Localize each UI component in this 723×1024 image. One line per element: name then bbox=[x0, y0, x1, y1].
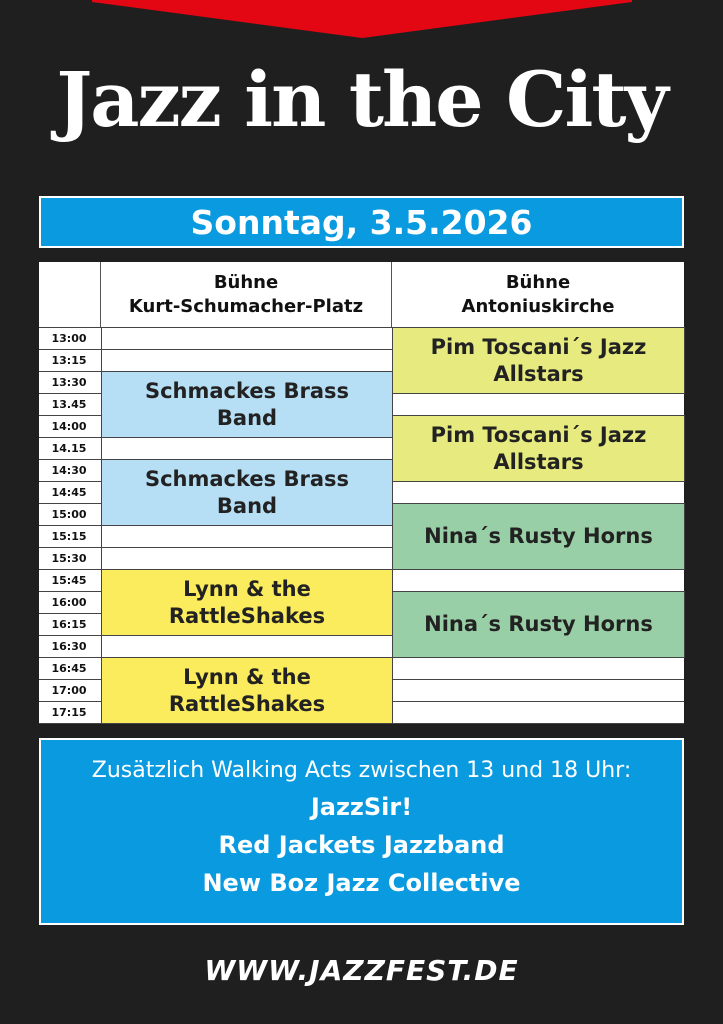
time-label: 16:45 bbox=[51, 661, 87, 675]
time-label: 14:00 bbox=[51, 419, 87, 433]
act-slot: Nina´s Rusty Horns bbox=[392, 591, 685, 658]
time-label: 15:30 bbox=[51, 551, 87, 565]
date-label: Sonntag, 3.5.2026 bbox=[190, 202, 533, 242]
walking-acts-box bbox=[39, 738, 684, 925]
stage-label-line2: Antoniuskirche bbox=[461, 295, 615, 317]
header-stage-antoniuskirche bbox=[392, 262, 684, 327]
header-time-column bbox=[39, 262, 101, 327]
stage-label-line2: Kurt-Schumacher-Platz bbox=[128, 295, 364, 317]
time-label: 14:45 bbox=[51, 485, 87, 499]
poster-title: Jazz in the City bbox=[56, 55, 667, 144]
walking-act: New Boz Jazz Collective bbox=[202, 869, 521, 897]
act-slot: Lynn & the RattleShakes bbox=[101, 657, 393, 724]
red-top-banner bbox=[92, 0, 632, 38]
act-slot: Nina´s Rusty Horns bbox=[392, 503, 685, 570]
time-label: 16:30 bbox=[51, 639, 87, 653]
walking-act: Red Jackets Jazzband bbox=[218, 831, 505, 859]
act-slot: Schmackes Brass Band bbox=[101, 371, 393, 438]
act-slot: Pim Toscani´s Jazz Allstars bbox=[392, 415, 685, 482]
act-slot: Schmackes Brass Band bbox=[101, 459, 393, 526]
time-label: 16:15 bbox=[51, 617, 87, 631]
stage-label-line1: Bühne bbox=[213, 271, 279, 293]
stage-label-line1: Bühne bbox=[505, 271, 571, 293]
time-label: 13.45 bbox=[51, 397, 87, 411]
act-slot: Lynn & the RattleShakes bbox=[101, 569, 393, 636]
time-label: 14.15 bbox=[51, 441, 87, 455]
time-label: 13:00 bbox=[51, 331, 87, 345]
time-label: 15:15 bbox=[51, 529, 87, 543]
time-label: 16:00 bbox=[51, 595, 87, 609]
walking-act: JazzSir! bbox=[310, 793, 413, 821]
schedule-table bbox=[39, 262, 684, 724]
header-stage-kurt-schumacher-platz bbox=[101, 262, 392, 327]
time-label: 15:00 bbox=[51, 507, 87, 521]
walking-acts-intro: Zusätzlich Walking Acts zwischen 13 und 18 Uhr: bbox=[91, 758, 632, 783]
act-slot: Pim Toscani´s Jazz Allstars bbox=[392, 327, 685, 394]
date-bar bbox=[39, 196, 684, 248]
time-label: 14:30 bbox=[51, 463, 87, 477]
time-label: 15:45 bbox=[51, 573, 87, 587]
time-label: 13:30 bbox=[51, 375, 87, 389]
time-label: 13:15 bbox=[51, 353, 87, 367]
time-label: 17:00 bbox=[51, 683, 87, 697]
time-label: 17:15 bbox=[51, 705, 87, 719]
website-link[interactable]: WWW.JAZZFEST.DE bbox=[204, 954, 519, 987]
